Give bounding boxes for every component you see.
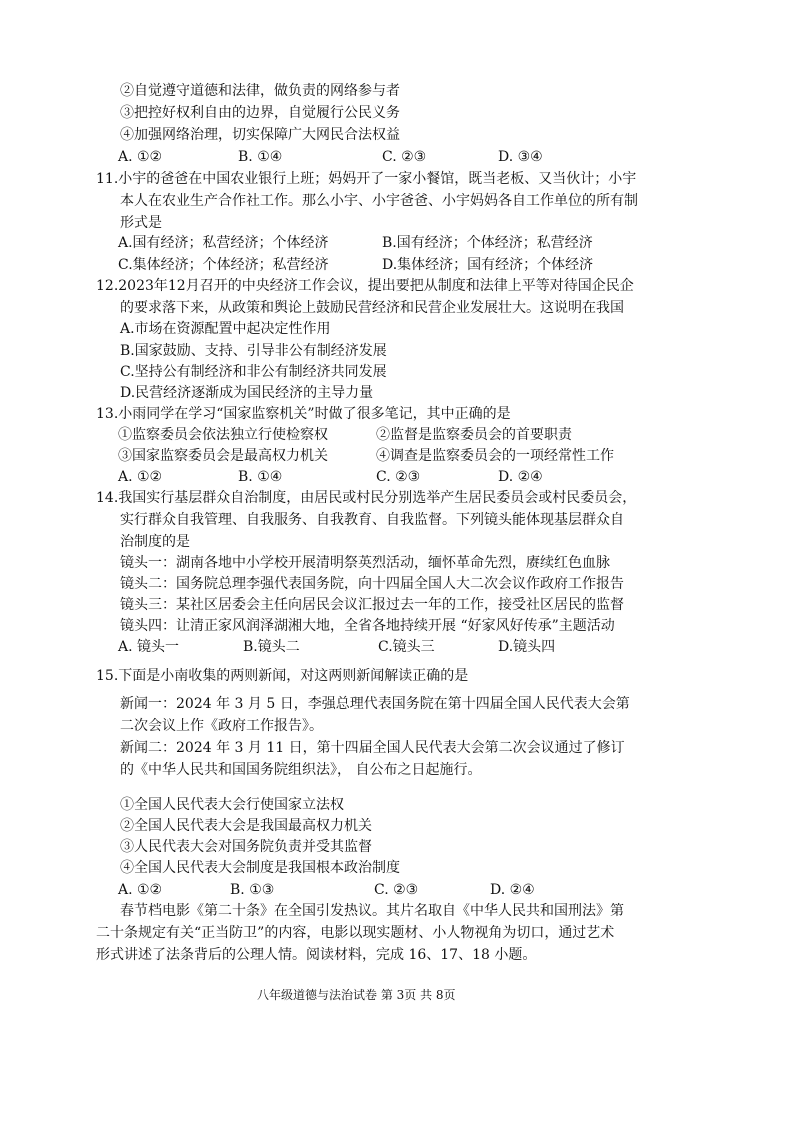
q14-scene-4: 镜头四：让清正家风润泽湖湘大地，全省各地持续开展 “好家风好传承”主题活动 xyxy=(120,618,615,634)
q14-option-c[interactable]: C.镜头三 xyxy=(378,639,435,655)
q13-option-d[interactable]: D. ②④ xyxy=(498,469,543,485)
q10-statement-3: ③把控好权利自由的边界，自觉履行公民义务 xyxy=(120,105,400,121)
material-paragraph-line-3: 形式讲述了法条背后的公理人情。阅读材料，完成 16、17、18 小题。 xyxy=(96,947,537,963)
q11-option-b[interactable]: B.国有经济；个体经济；私营经济 xyxy=(382,235,593,251)
q15-news-2-line-2: 的《中华人民共和国国务院组织法》， 自公布之日起施行。 xyxy=(120,762,482,778)
q10-option-d[interactable]: D. ③④ xyxy=(498,149,543,165)
q14-scene-3: 镜头三：某社区居委会主任向居民会议汇报过去一年的工作，接受社区居民的监督 xyxy=(120,597,624,613)
q12-option-b[interactable]: B.国家鼓励、支持、引导非公有制经济发展 xyxy=(120,343,387,359)
q13-statement-2: ②监督是监察委员会的首要职责 xyxy=(376,427,572,443)
q15-news-1-line-1: 新闻一：2024 年 3 月 5 日，李强总理代表国务院在第十四届全国人民代表大会第 xyxy=(120,696,630,712)
q13-statement-4: ④调查是监察委员会的一项经常性工作 xyxy=(376,448,614,464)
q15-statement-2: ②全国人民代表大会是我国最高权力机关 xyxy=(120,818,372,834)
q11-stem-line-2: 本人在农业生产合作社工作。那么小宇、小宇爸爸、小宇妈妈各自工作单位的所有制 xyxy=(120,193,638,209)
q15-news-2-line-1: 新闻二：2024 年 3 月 11 日，第十四届全国人民代表大会第二次会议通过了修订 xyxy=(120,740,625,756)
q15-news-1-line-2: 二次会议上作《政府工作报告》。 xyxy=(120,718,323,734)
q15-statement-4: ④全国人民代表大会制度是我国根本政治制度 xyxy=(120,860,400,876)
material-paragraph-line-2: 二十条规定有关“正当防卫”的内容，电影以现实题材、小人物视角为切口，通过艺术 xyxy=(96,925,615,941)
q15-option-c[interactable]: C. ②③ xyxy=(374,882,419,898)
q12-stem-line-2: 的要求落下来，从政策和舆论上鼓励民营经济和民营企业发展壮大。这说明在我国 xyxy=(120,300,624,316)
q14-stem-line-2: 实行群众自我管理、自我服务、自我教育、自我监督。下列镜头能体现基层群众自 xyxy=(120,512,624,528)
q15-option-a[interactable]: A. ①② xyxy=(118,882,163,898)
q13-option-c[interactable]: C. ②③ xyxy=(376,469,421,485)
q12-option-c[interactable]: C.坚持公有制经济和非公有制经济共同发展 xyxy=(120,364,387,380)
q14-scene-2: 镜头二：国务院总理李强代表国务院，向十四届全国人大二次会议作政府工作报告 xyxy=(120,576,624,592)
q13-statement-1: ①监察委员会依法独立行使检察权 xyxy=(118,427,328,443)
q12-stem-line-1: 12.2023年12月召开的中央经济工作会议，提出要把从制度和法律上平等对待国企民企 xyxy=(96,278,634,294)
q10-option-b[interactable]: B. ①④ xyxy=(238,149,283,165)
q15-statement-3: ③人民代表大会对国务院负责并受其监督 xyxy=(120,839,372,855)
q14-option-b[interactable]: B.镜头二 xyxy=(243,639,300,655)
q14-stem-line-3: 治制度的是 xyxy=(120,534,190,550)
q11-option-a[interactable]: A.国有经济；私营经济；个体经济 xyxy=(118,235,329,251)
q12-option-a[interactable]: A.市场在资源配置中起决定性作用 xyxy=(120,321,331,337)
q11-stem-line-1: 11.小宇的爸爸在中国农业银行上班；妈妈开了一家小餐馆，既当老板、又当伙计；小宇 xyxy=(96,171,637,187)
material-paragraph-line-1: 春节档电影《第二十条》在全国引发热议。其片名取自《中华人民共和国刑法》第 xyxy=(120,903,624,919)
q14-option-a[interactable]: A. 镜头一 xyxy=(118,639,180,655)
q13-option-b[interactable]: B. ①④ xyxy=(238,469,283,485)
q14-stem-line-1: 14.我国实行基层群众自治制度，由居民或村民分别选举产生居民委员会或村民委员会， xyxy=(96,490,637,506)
page-footer: 八年级道德与法治试卷 第 3页 共 8页 xyxy=(257,988,456,1002)
q11-stem-line-3: 形式是 xyxy=(120,215,162,231)
q14-scene-1: 镜头一：湖南各地中小学校开展清明祭英烈活动，缅怀革命先烈，赓续红色血脉 xyxy=(120,555,610,571)
q10-statement-4: ④加强网络治理，切实保障广大网民合法权益 xyxy=(120,127,400,143)
q13-stem: 13.小雨同学在学习“国家监察机关”时做了很多笔记，其中正确的是 xyxy=(96,406,511,422)
q11-option-c[interactable]: C.集体经济；个体经济；私营经济 xyxy=(118,257,329,273)
q15-stem: 15.下面是小南收集的两则新闻，对这两则新闻解读正确的是 xyxy=(96,668,469,684)
q10-statement-2: ②自觉遵守道德和法律，做负责的网络参与者 xyxy=(120,83,400,99)
q13-statement-3: ③国家监察委员会是最高权力机关 xyxy=(118,448,328,464)
q15-statement-1: ①全国人民代表大会行使国家立法权 xyxy=(120,797,344,813)
q10-option-a[interactable]: A. ①② xyxy=(118,149,163,165)
q12-option-d[interactable]: D.民营经济逐渐成为国民经济的主导力量 xyxy=(120,385,374,401)
q11-option-d[interactable]: D.集体经济；国有经济；个体经济 xyxy=(382,257,594,273)
q14-option-d[interactable]: D.镜头四 xyxy=(498,639,556,655)
q15-option-b[interactable]: B. ①③ xyxy=(230,882,275,898)
q13-option-a[interactable]: A. ①② xyxy=(118,469,163,485)
q15-option-d[interactable]: D. ②④ xyxy=(490,882,535,898)
q10-option-c[interactable]: C. ②③ xyxy=(382,149,427,165)
